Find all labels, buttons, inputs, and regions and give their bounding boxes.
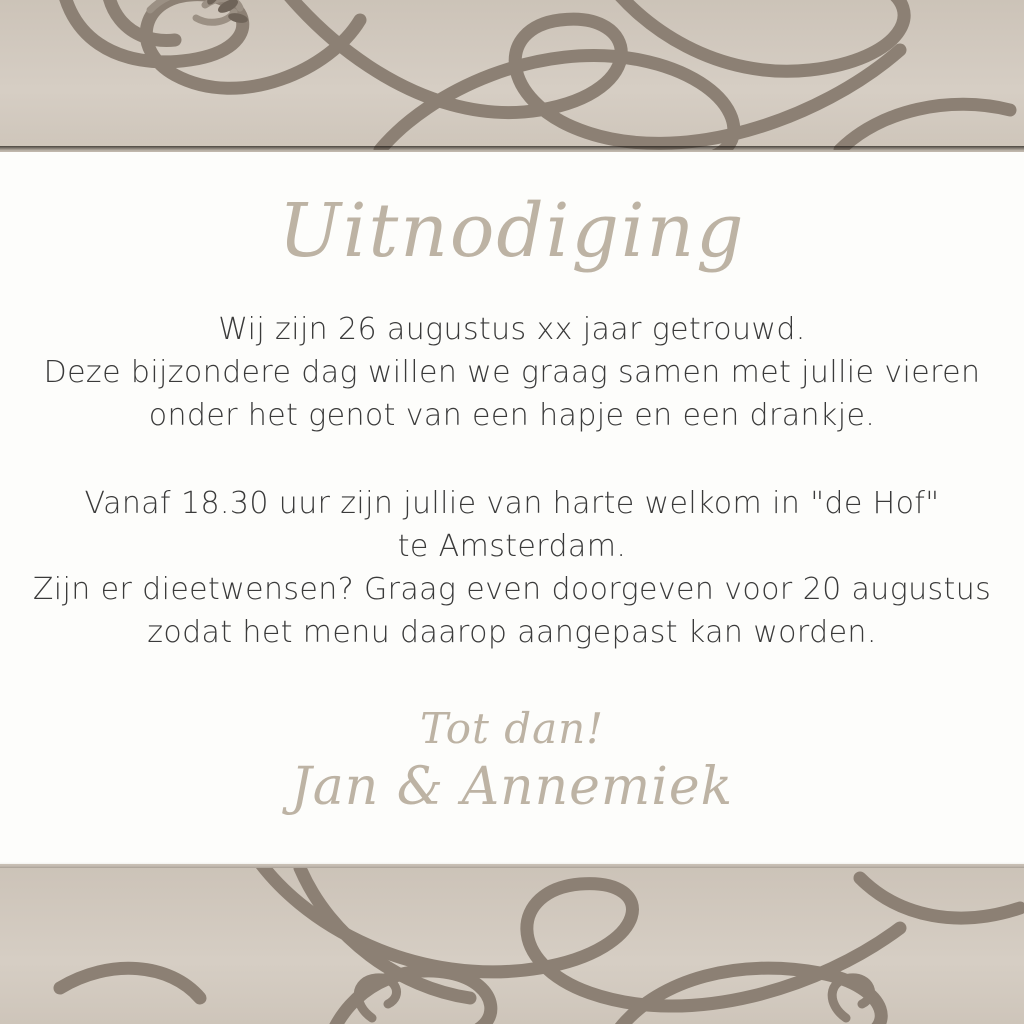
body-line: onder het genot van een hapje en een drankje. (148, 398, 876, 434)
bottom-ornament-band (0, 868, 1024, 1024)
top-ornament-band (0, 0, 1024, 150)
invitation-panel (0, 146, 1024, 872)
swirl-ornament-icon (0, 868, 1024, 1024)
swirl-ornament-icon (0, 0, 1024, 150)
invitation-body (32, 308, 992, 654)
body-line: Zijn er dieetwensen? Graag even doorgeven voor 20 augustus (32, 571, 992, 607)
paragraph-1 (32, 308, 992, 438)
body-line: Wij zijn 26 augustus xx jaar getrouwd. (218, 312, 806, 347)
body-line: Deze bijzondere dag willen we graag samen met jullie vieren (43, 355, 981, 391)
body-line: te Amsterdam. (397, 528, 627, 564)
signoff-line-2: Jan & Annemiek (290, 756, 734, 817)
page-title: Uitnodiging (278, 188, 746, 274)
body-line: Vanaf 18.30 uur zijn jullie van harte welkom in "de Hof" (84, 485, 940, 521)
paragraph-2 (32, 482, 992, 655)
invitation-content (0, 146, 1024, 858)
signoff-line-1: Tot dan! (419, 704, 605, 754)
signoff (291, 706, 733, 815)
body-line: zodat het menu daarop aangepast kan worden. (147, 615, 877, 651)
